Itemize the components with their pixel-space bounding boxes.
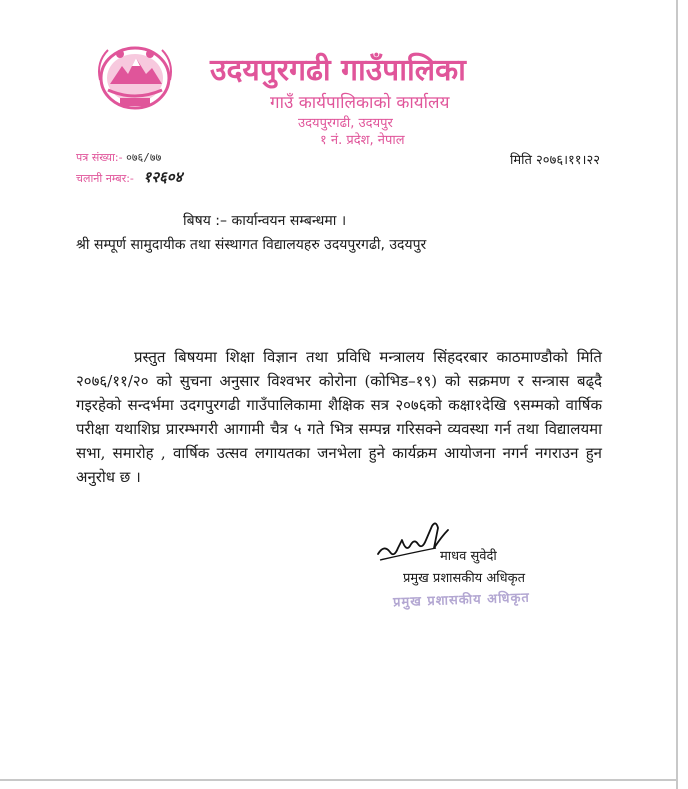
letter-date: मिति २०७६।११।२२	[510, 153, 600, 168]
emblem-logo-icon	[90, 40, 180, 112]
office-address: उदयपुरगढी, उदयपुर	[298, 116, 393, 131]
dispatch-number-value: १२६०४	[143, 168, 183, 186]
letter-subject: बिषय :– कार्यान्वयन सम्बन्धमा ।	[183, 213, 347, 229]
page-edge-right	[676, 0, 678, 789]
letter-number	[76, 150, 161, 165]
signer-name: माधव सुवेदी	[440, 549, 497, 564]
letter-recipient: श्री सम्पूर्ण सामुदायीक तथा संस्थागत विद्यालयहरु उदयपुरगढी, उदयपुर	[76, 237, 427, 253]
letter-number-value: ०७६/७७	[126, 151, 162, 164]
dispatch-number	[76, 167, 182, 187]
official-stamp: प्रमुख प्रशासकीय अधिकृत	[392, 590, 531, 611]
office-province: १ नं. प्रदेश, नेपाल	[320, 133, 405, 148]
page-edge-bottom	[0, 779, 678, 781]
signer-title: प्रमुख प्रशासकीय अधिकृत	[403, 571, 526, 586]
letter-number-label: पत्र संख्या:-	[76, 151, 123, 164]
office-name: गाउँ कार्यपालिकाको कार्यालय	[270, 93, 450, 113]
dispatch-number-label: चलानी नम्बर:-	[76, 172, 134, 185]
letter-body: प्रस्तुत बिषयमा शिक्षा विज्ञान तथा प्रविधि मन्त्रालय सिंहदरबार काठमाण्डौको मिति २०७६/११/२० को सुचना अनुसार विश्वभर कोरोना (कोभिड–१९) को सक्रमण र सन्त्रास बढ्दै गइरहेको सन्दर्भमा उदगपुरगढी गाउँपालिकामा शैक्षिक सत्र २०७६को कक्षा१देखि ९सम्मको वार्षिक परीक्षा यथाशिघ्र प्रारम्भगरी आगामी चैत्र ५ गते भित्र सम्पन्न गरिसक्ने व्यवस्था गर्न तथा विद्यालयमा सभा, समारोह , वार्षिक उत्सव लगायतका जनभेला हुने कार्यक्रम आयोजना नगर्न नगराउन हुन अनुरोध छ ।	[76, 348, 602, 486]
organization-name: उदयपुरगढी गाउँपालिका	[210, 53, 466, 88]
